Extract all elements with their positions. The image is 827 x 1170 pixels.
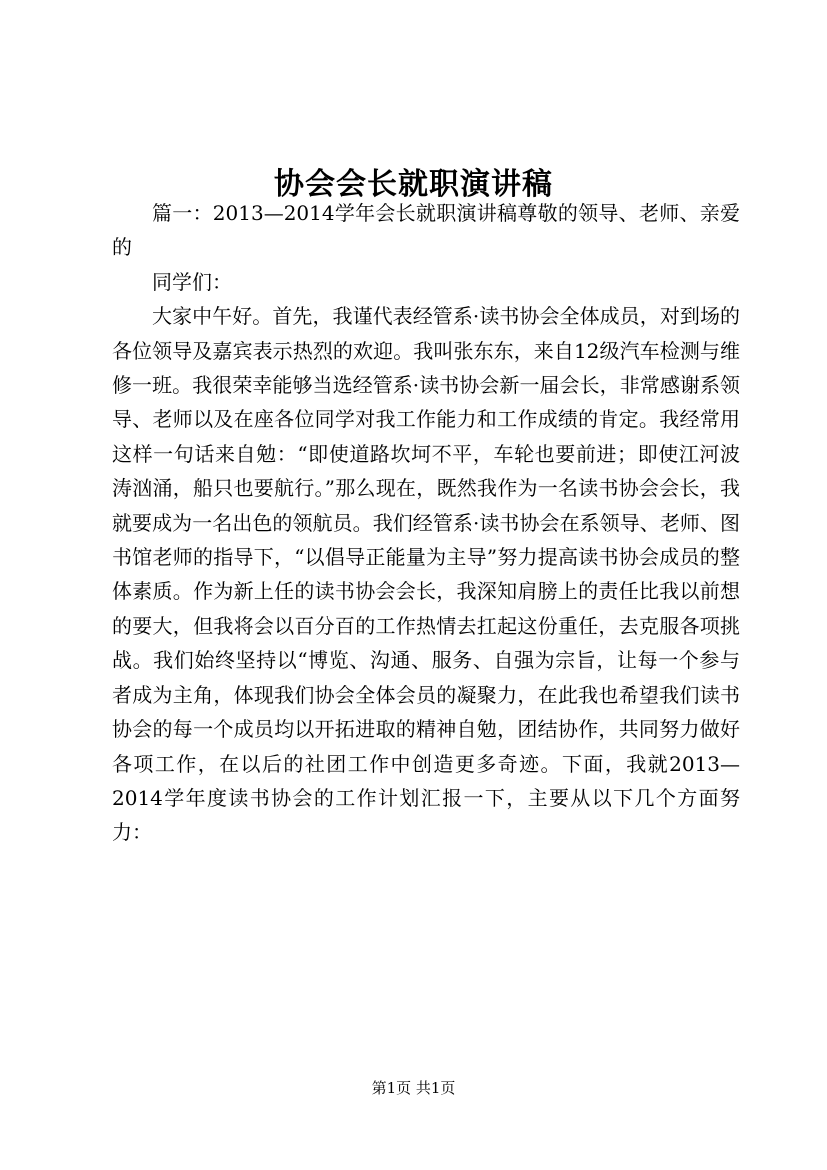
page-footer: 第1页 共1页 xyxy=(371,1079,456,1097)
paragraph-intro: 篇一：2013—2014学年会长就职演讲稿尊敬的领导、老师、亲爱的 xyxy=(112,201,740,260)
paragraph-main: 大家中午好。首先，我谨代表经管系·读书协会全体成员，对到场的各位领导及嘉宾表示热烈的欢迎。我叫张东东，来自12级汽车检测与维修一班。我很荣幸能够当选经管系·读书协会新一届会长，非常感谢系领导、老师以及在座各位同学对我工作能力和工作成绩的肯定。我经常用这样一句话来自勉：“即使道路坎坷不平，车轮也要前进；即使江河波涛汹涌，船只也要航行。”那么现在，既然我作为一名读书协会会长，我就要成为一名出色的领航员。我们经管系·读书协会在系领导、老师、图书馆老师的指导下，“以倡导正能量为主导”努力提高读书协会成员的整体素质。作为新上任的读书协会会长，我深知肩膀上的责任比我以前想的要大，但我将会以百分百的工作热情去扛起这份重任，去克服各项挑战。我们始终坚持以“博览、沟通、服务、自强为宗旨，让每一个参与者成为主角，体现我们协会全体会员的凝聚力，在此我也希望我们读书协会的每一个成员均以开拓进取的精神自勉，团结协作，共同努力做好各项工作，在以后的社团工作中创造更多奇迹。下面，我就2013—2014学年度读书协会的工作计划汇报一下，主要从以下几个方面努力： xyxy=(112,304,740,845)
document-body xyxy=(112,196,740,850)
document-title: 协会会长就职演讲稿 xyxy=(274,167,553,203)
paragraph-salutation: 同学们： xyxy=(152,269,232,294)
